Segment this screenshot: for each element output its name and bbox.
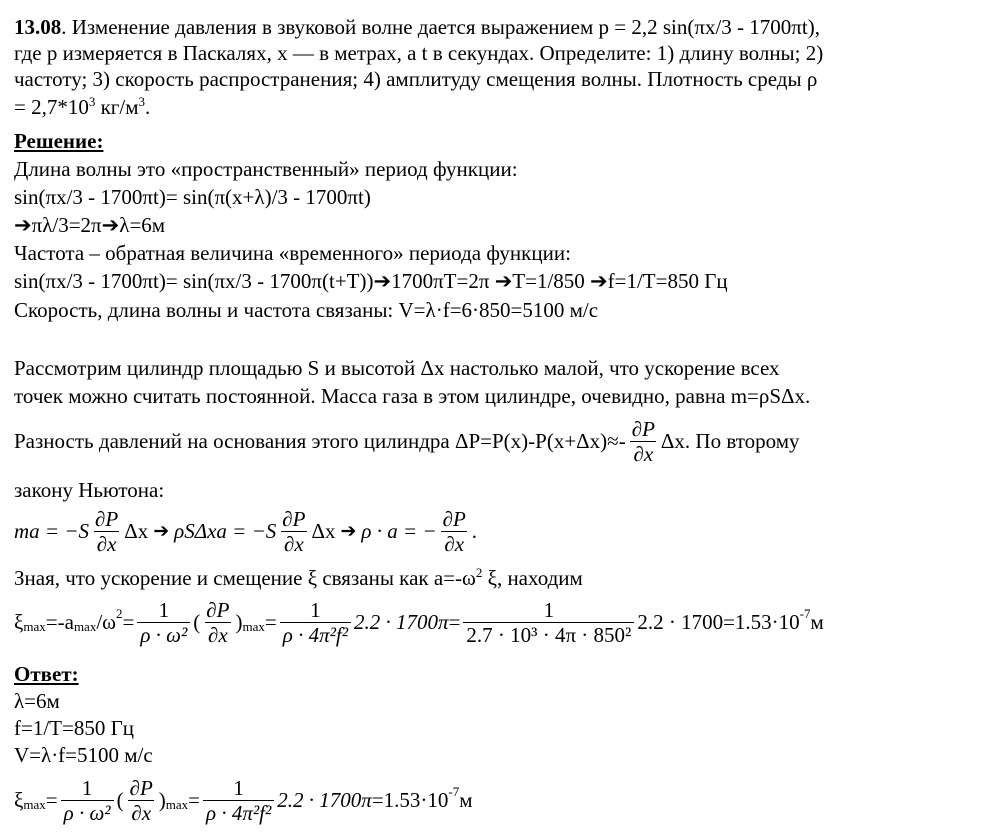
equals-sign: = [45, 787, 58, 812]
solution-line-2: sin(πx/3 - 1700πt)= sin(π(x+λ)/3 - 1700πt) [14, 185, 371, 209]
fraction-numerator: ∂P [282, 506, 306, 531]
xi-product-numeric: 2.2 · 1700 [637, 609, 724, 634]
answer-line-3: V=λ·f=5100 м/с [14, 743, 153, 767]
max-subscript: max [23, 619, 46, 634]
equals-sign: = [188, 787, 201, 812]
newton-fraction-1 [92, 507, 121, 556]
answer-result: =1.53·10 [371, 787, 449, 812]
paren-right: ) [235, 609, 243, 634]
newton-fraction-2 [279, 507, 308, 556]
answer-partial-fraction [127, 776, 156, 825]
answer-fraction-1 [61, 776, 114, 825]
fraction-numerator: 1 [233, 775, 244, 800]
fraction-denominator: ∂x [128, 800, 154, 825]
result-unit: м [810, 609, 824, 634]
xi-omega-text: /ω [96, 609, 116, 634]
answer-xi-max [14, 772, 473, 828]
solution-line-1: Длина волны это «пространственный» период функции: [14, 157, 518, 181]
max-subscript: max [73, 619, 97, 634]
answer-line-1: λ=6м [14, 689, 60, 713]
omega-exponent: 2 [475, 565, 483, 580]
period: . [471, 518, 478, 543]
max-subscript: max [165, 797, 189, 812]
solution-line-10: закону Ньютона: [14, 478, 165, 502]
fraction-denominator: ρ · ω² [137, 622, 190, 647]
paren-left: ( [116, 787, 124, 812]
xi-fraction-2 [280, 598, 351, 647]
problem-text-1: . Изменение давления в звуковой волне дается выражением p = 2,2 sin(πx/3 - 1700πt), [61, 15, 820, 39]
answer-line-2: f=1/T=850 Гц [14, 716, 134, 740]
solution-heading: Решение: [14, 129, 104, 153]
xi-symbol: ξ [14, 787, 24, 812]
fraction-denominator: ∂x [630, 441, 656, 466]
fraction-denominator: ∂x [441, 531, 467, 556]
delta-x: Δx [311, 518, 336, 543]
problem-period: . [145, 95, 151, 119]
xi-acceleration-text: =-a [45, 609, 74, 634]
fraction-denominator: ∂x [205, 622, 231, 647]
paren-right: ) [158, 787, 166, 812]
equals-sign: = [264, 609, 277, 634]
solution-line-6: Скорость, длина волны и частота связаны: V=λ·f=6·850=5100 м/с [14, 298, 599, 322]
newton-mass-expression: ρSΔxa = −S [174, 518, 277, 543]
max-subscript: max [23, 797, 46, 812]
fraction-denominator: ρ · ω² [61, 800, 114, 825]
arrow-right-icon: ➔ [340, 520, 357, 542]
fraction-numerator: 1 [158, 597, 170, 622]
fraction-numerator: ∂P [95, 506, 119, 531]
answer-fraction-2 [203, 776, 274, 825]
solution-line-11 [14, 565, 583, 591]
solution-line-5: sin(πx/3 - 1700πt)= sin(πx/3 - 1700π(t+T))➔1700πT=2π ➔T=1/850 ➔f=1/T=850 Гц [14, 269, 728, 293]
result-exponent: -7 [799, 606, 811, 621]
problem-line-1 [14, 14, 820, 40]
newton-reference-text: . По второму [684, 428, 800, 453]
newton-fraction-3 [440, 507, 469, 556]
problem-density-exp: 3 [88, 94, 96, 109]
xi-fraction-1 [137, 598, 190, 647]
equals-sign: = [122, 609, 135, 634]
xi-partial-fraction [203, 598, 232, 647]
xi-fraction-3 [463, 598, 634, 647]
delta-x: Δx [660, 428, 685, 453]
fraction-denominator: ρ · 4π²f² [280, 622, 351, 647]
newton-acceleration-expression: ρ · a = − [361, 518, 437, 543]
problem-density-unit: кг/м [95, 95, 139, 119]
problem-line-2: где p измеряется в Паскалях, x — в метрах, a t в секундах. Определите: 1) длину волны; 2) [14, 41, 824, 65]
fraction-denominator: 2.7 · 10³ · 4π · 850² [463, 622, 634, 647]
newton-lhs: ma = −S [14, 518, 90, 543]
xi-max-derivation [14, 594, 824, 650]
pressure-difference-text: Разность давлений на основания этого цилиндра ΔP=P(x)-P(x+Δx)≈- [14, 428, 626, 453]
displacement-text-end: ξ, находим [482, 566, 583, 590]
fraction-denominator: ∂x [94, 531, 120, 556]
displacement-text: Зная, что ускорение и смещение ξ связаны как a=-ω [14, 566, 476, 590]
solution-line-3: ➔πλ/3=2π➔λ=6м [14, 213, 166, 237]
solution-line-4: Частота – обратная величина «временного» периода функции: [14, 241, 571, 265]
fraction-numerator: ∂P [129, 775, 153, 800]
fraction-numerator: 1 [543, 597, 555, 622]
problem-number: 13.08 [14, 15, 62, 39]
omega-exponent: 2 [116, 606, 123, 621]
pressure-difference-line [14, 413, 800, 469]
xi-result: =1.53·10 [723, 609, 800, 634]
solution-line-7: Рассмотрим цилиндр площадью S и высотой Δx настолько малой, что ускорение всех [14, 356, 780, 380]
xi-product: 2.2 · 1700π [354, 609, 449, 634]
fraction-numerator: ∂P [631, 416, 655, 441]
problem-line-4 [14, 94, 150, 120]
newton-equation [14, 503, 477, 559]
answer-product: 2.2 · 1700π [277, 787, 372, 812]
problem-line-3: частоту; 3) скорость распространения; 4) амплитуду смещения волны. Плотность среды ρ [14, 67, 818, 91]
fraction-numerator: 1 [81, 775, 93, 800]
fraction-numerator: ∂P [442, 506, 466, 531]
paren-left: ( [193, 609, 201, 634]
partial-derivative-fraction [629, 417, 658, 466]
result-exponent: -7 [448, 784, 460, 799]
problem-density-value: = 2,7*10 [14, 95, 89, 119]
xi-symbol: ξ [14, 609, 24, 634]
delta-x: Δx [124, 518, 149, 543]
fraction-denominator: ∂x [281, 531, 307, 556]
fraction-numerator: 1 [310, 597, 321, 622]
fraction-numerator: ∂P [206, 597, 230, 622]
max-subscript: max [242, 619, 265, 634]
arrow-right-icon: ➔ [153, 520, 170, 542]
equals-sign: = [448, 609, 461, 634]
fraction-denominator: ρ · 4π²f² [203, 800, 274, 825]
result-unit: м [459, 787, 473, 812]
solution-line-8: точек можно считать постоянной. Масса газа в этом цилиндре, очевидно, равна m=ρSΔx. [14, 384, 811, 408]
answer-heading: Ответ: [14, 662, 79, 686]
problem-density-unit-exp: 3 [138, 94, 146, 109]
